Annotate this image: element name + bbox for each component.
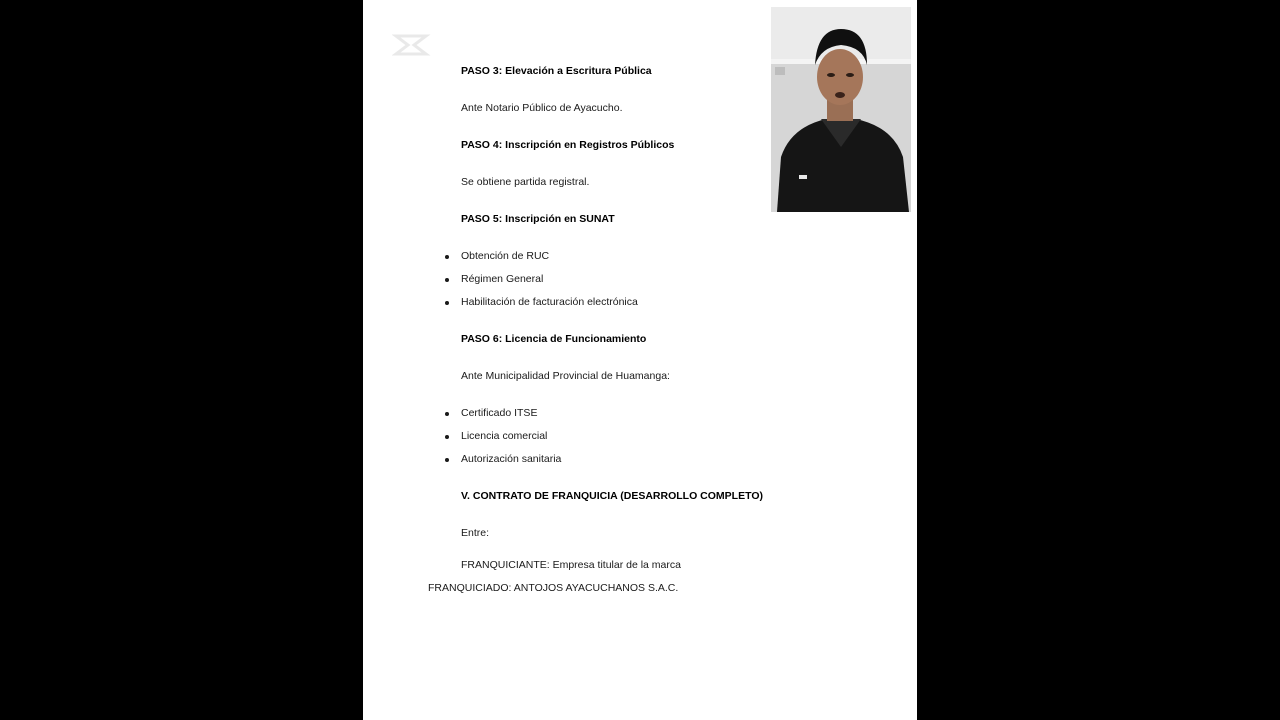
paso5-title: PASO 5: Inscripción en SUNAT [461,213,615,225]
paso5-bullet-3: Habilitación de facturación electrónica [461,296,638,308]
presenter-video-icon [771,7,911,212]
editor-watermark-icon [392,30,432,60]
paso5-bullet-1: Obtención de RUC [461,250,550,262]
bullet-dot [445,435,449,439]
paso3-text: Ante Notario Público de Ayacucho. [461,102,623,114]
paso6-text: Ante Municipalidad Provincial de Huamanga: [461,370,670,382]
paso4-text: Se obtiene partida registral. [461,176,590,188]
paso6-title: PASO 6: Licencia de Funcionamiento [461,333,647,345]
franquiciado-text: FRANQUICIADO: ANTOJOS AYACUCHANOS S.A.C. [428,582,679,594]
paso3-title: PASO 3: Elevación a Escritura Pública [461,65,652,77]
bullet-dot [445,458,449,462]
paso5-bullet-2: Régimen General [461,273,544,285]
paso6-bullet-1: Certificado ITSE [461,407,538,419]
entre-text: Entre: [461,527,490,539]
bullet-dot [445,278,449,282]
paso4-title: PASO 4: Inscripción en Registros Públicos [461,139,675,151]
paso6-bullet-3: Autorización sanitaria [461,453,562,465]
paso6-bullet-2: Licencia comercial [461,430,548,442]
franquiciante-text: FRANQUICIANTE: Empresa titular de la marca [461,559,681,571]
bullet-dot [445,301,449,305]
bullet-dot [445,255,449,259]
webcam-overlay [771,7,911,212]
section5-title: V. CONTRATO DE FRANQUICIA (DESARROLLO COMPLETO) [461,490,763,502]
bullet-dot [445,412,449,416]
